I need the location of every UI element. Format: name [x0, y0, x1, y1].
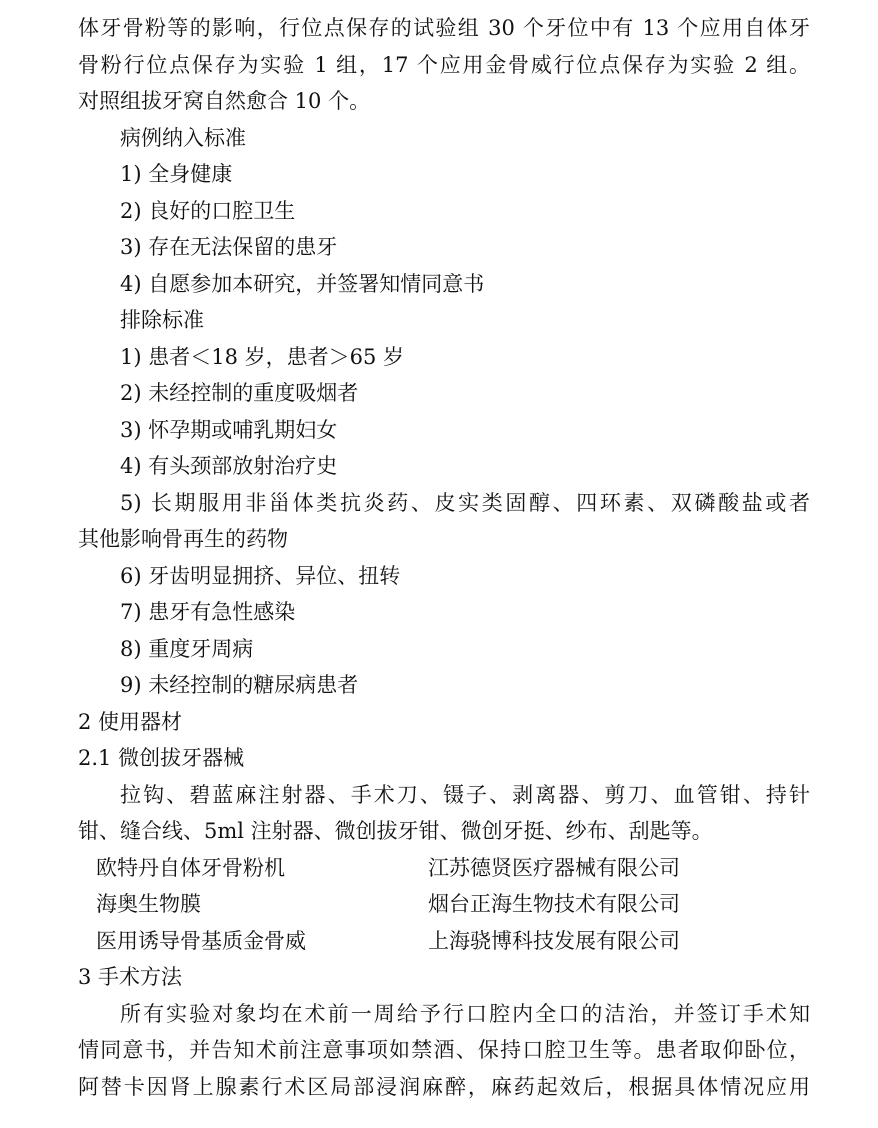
- intro-line-3: 对照组拔牙窝自然愈合 10 个。: [78, 89, 371, 113]
- section-2-1-heading: 2.1 微创拔牙器械: [78, 746, 245, 770]
- inclusion-heading: 病例纳入标准: [120, 125, 246, 150]
- instruments-line-1: 拉钩、碧蓝麻注射器、手术刀、镊子、剥离器、剪刀、血管钳、持针: [120, 782, 810, 807]
- exclusion-item-continuation: 其他影响骨再生的药物: [78, 527, 288, 551]
- equipment-maker: 上海骁博科技发展有限公司: [428, 928, 680, 953]
- inclusion-item: 3) 存在无法保留的患牙: [120, 235, 338, 259]
- method-line-3: 阿替卡因肾上腺素行术区局部浸润麻醉，麻药起效后，根据具体情况应用: [78, 1074, 810, 1099]
- exclusion-item: 6) 牙齿明显拥挤、异位、扭转: [120, 563, 401, 588]
- exclusion-item: 3) 怀孕期或哺乳期妇女: [120, 417, 338, 442]
- section-3-heading: 3 手术方法: [78, 965, 183, 989]
- equipment-name: 海奥生物膜: [96, 892, 201, 916]
- exclusion-item: 5) 长期服用非甾体类抗炎药、皮实类固醇、四环素、双磷酸盐或者: [120, 490, 810, 515]
- equipment-name: 医用诱导骨基质金骨威: [96, 928, 306, 953]
- exclusion-heading: 排除标准: [120, 308, 204, 332]
- equipment-name: 欧特丹自体牙骨粉机: [96, 855, 285, 880]
- equipment-maker: 江苏德贤医疗器械有限公司: [428, 855, 680, 880]
- intro-line-1: 体牙骨粉等的影响，行位点保存的试验组 30 个牙位中有 13 个应用自体牙: [78, 16, 810, 40]
- instruments-line-2: 钳、缝合线、5ml 注射器、微创拔牙钳、微创牙挺、纱布、刮匙等。: [78, 819, 713, 843]
- exclusion-item: 7) 患牙有急性感染: [120, 600, 296, 624]
- inclusion-item: 1) 全身健康: [120, 162, 233, 186]
- intro-line-2: 骨粉行位点保存为实验 1 组，17 个应用金骨威行位点保存为实验 2 组。: [78, 52, 810, 77]
- section-2-heading: 2 使用器材: [78, 709, 183, 734]
- inclusion-item: 2) 良好的口腔卫生: [120, 198, 296, 223]
- exclusion-item: 8) 重度牙周病: [120, 636, 254, 661]
- exclusion-item: 1) 患者＜18 岁，患者＞65 岁: [120, 344, 405, 369]
- inclusion-item: 4) 自愿参加本研究，并签署知情同意书: [120, 271, 485, 296]
- exclusion-item: 2) 未经控制的重度吸烟者: [120, 381, 359, 405]
- method-line-1: 所有实验对象均在术前一周给予行口腔内全口的洁治，并签订手术知: [120, 1001, 810, 1026]
- method-line-2: 情同意书，并告知术前注意事项如禁酒、保持口腔卫生等。患者取仰卧位，: [78, 1038, 810, 1062]
- equipment-maker: 烟台正海生物技术有限公司: [428, 892, 680, 916]
- exclusion-item: 4) 有头颈部放射治疗史: [120, 454, 338, 478]
- exclusion-item: 9) 未经控制的糖尿病患者: [120, 673, 359, 697]
